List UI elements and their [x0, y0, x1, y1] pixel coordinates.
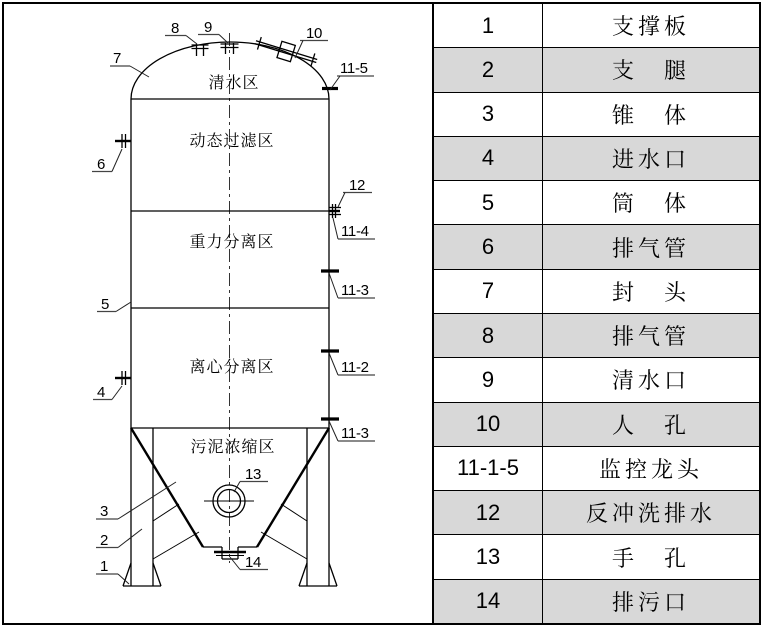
- callout-7: [110, 50, 149, 77]
- part-name: 排污口: [611, 589, 690, 615]
- zone-label-dynamic-filter: 动态过滤区: [189, 133, 275, 150]
- part-name: 排气管: [611, 235, 690, 261]
- part-number: 7: [434, 270, 543, 313]
- svg-text:4: 4: [97, 384, 106, 401]
- part-number: 3: [434, 93, 543, 136]
- part-name: 人 孔: [611, 412, 690, 438]
- parts-table-row: [434, 403, 759, 447]
- svg-text:7: 7: [113, 50, 122, 67]
- parts-table-row: [434, 580, 759, 623]
- hand-hole: [204, 485, 254, 517]
- part-name: 支撑板: [611, 14, 690, 40]
- callout-9: [198, 19, 228, 43]
- parts-table: [432, 4, 759, 623]
- svg-text:10: 10: [306, 25, 323, 42]
- part-number: 13: [434, 535, 543, 578]
- part-name: 锥 体: [611, 102, 690, 128]
- svg-text:11-2: 11-2: [341, 359, 369, 376]
- part-name: 监控龙头: [598, 456, 703, 482]
- part-number: 6: [434, 225, 543, 268]
- part-name: 清水口: [611, 368, 690, 394]
- callout-14: [230, 554, 268, 571]
- svg-text:2: 2: [100, 532, 109, 549]
- svg-text:1: 1: [100, 558, 109, 575]
- part-name: 进水口: [611, 146, 690, 172]
- part-name: 反冲洗排水: [585, 501, 716, 527]
- svg-text:9: 9: [204, 19, 213, 36]
- callout-11-5: [330, 60, 374, 90]
- callout-5: [97, 296, 131, 313]
- part-name: 筒 体: [611, 191, 690, 217]
- part-name: 封 头: [611, 279, 690, 305]
- parts-table-row: [434, 491, 759, 535]
- part-number: 2: [434, 48, 543, 91]
- svg-text:3: 3: [100, 503, 109, 520]
- parts-table-row: [434, 447, 759, 491]
- callout-11-3a: [329, 273, 375, 299]
- zone-label-gravity-sep: 重力分离区: [189, 234, 275, 251]
- part-name: 支 腿: [611, 58, 690, 84]
- part-number: 11-1-5: [434, 447, 543, 490]
- svg-text:13: 13: [245, 466, 262, 483]
- zone-label-clear-water: 清水区: [208, 75, 260, 92]
- parts-table-row: [434, 4, 759, 48]
- callout-2: [96, 529, 142, 549]
- svg-text:8: 8: [171, 20, 180, 37]
- callout-8: [165, 20, 197, 44]
- svg-text:5: 5: [101, 296, 110, 313]
- parts-table-row: [434, 358, 759, 402]
- svg-text:6: 6: [97, 156, 106, 173]
- svg-text:11-3: 11-3: [341, 282, 369, 299]
- part-number: 5: [434, 181, 543, 224]
- parts-table-row: [434, 48, 759, 92]
- callout-11-2: [329, 353, 375, 376]
- parts-table-row: [434, 314, 759, 358]
- part-number: 10: [434, 403, 543, 446]
- zone-label-sludge: 污泥浓缩区: [190, 439, 276, 456]
- parts-table-row: [434, 93, 759, 137]
- part-number: 4: [434, 137, 543, 180]
- part-number: 9: [434, 358, 543, 401]
- part-number: 12: [434, 491, 543, 534]
- callout-1: [96, 558, 129, 584]
- callout-4: [93, 384, 122, 401]
- svg-text:14: 14: [245, 554, 262, 571]
- callout-12: [338, 177, 372, 207]
- callout-6: [92, 149, 122, 173]
- parts-table-row: [434, 270, 759, 314]
- parts-table-row: [434, 137, 759, 181]
- part-name: 手 孔: [611, 545, 690, 571]
- parts-table-row: [434, 181, 759, 225]
- backwash-nozzle-12: [329, 204, 341, 218]
- svg-text:11-3: 11-3: [341, 425, 369, 442]
- part-number: 1: [434, 4, 543, 47]
- parts-table-row: [434, 535, 759, 579]
- part-name: 排气管: [611, 324, 690, 350]
- callout-11-3b: [329, 421, 375, 442]
- zone-label-centrifugal-sep: 离心分离区: [189, 359, 275, 376]
- part-number: 8: [434, 314, 543, 357]
- svg-text:11-4: 11-4: [341, 223, 369, 240]
- callout-11-4: [333, 218, 375, 240]
- callout-10: [295, 25, 328, 58]
- vent-pipe-6: [115, 134, 131, 148]
- parts-table-row: [434, 225, 759, 269]
- svg-text:11-5: 11-5: [340, 60, 368, 77]
- inlet-nozzle-4: [115, 371, 131, 385]
- svg-text:12: 12: [349, 177, 366, 194]
- part-number: 14: [434, 580, 543, 623]
